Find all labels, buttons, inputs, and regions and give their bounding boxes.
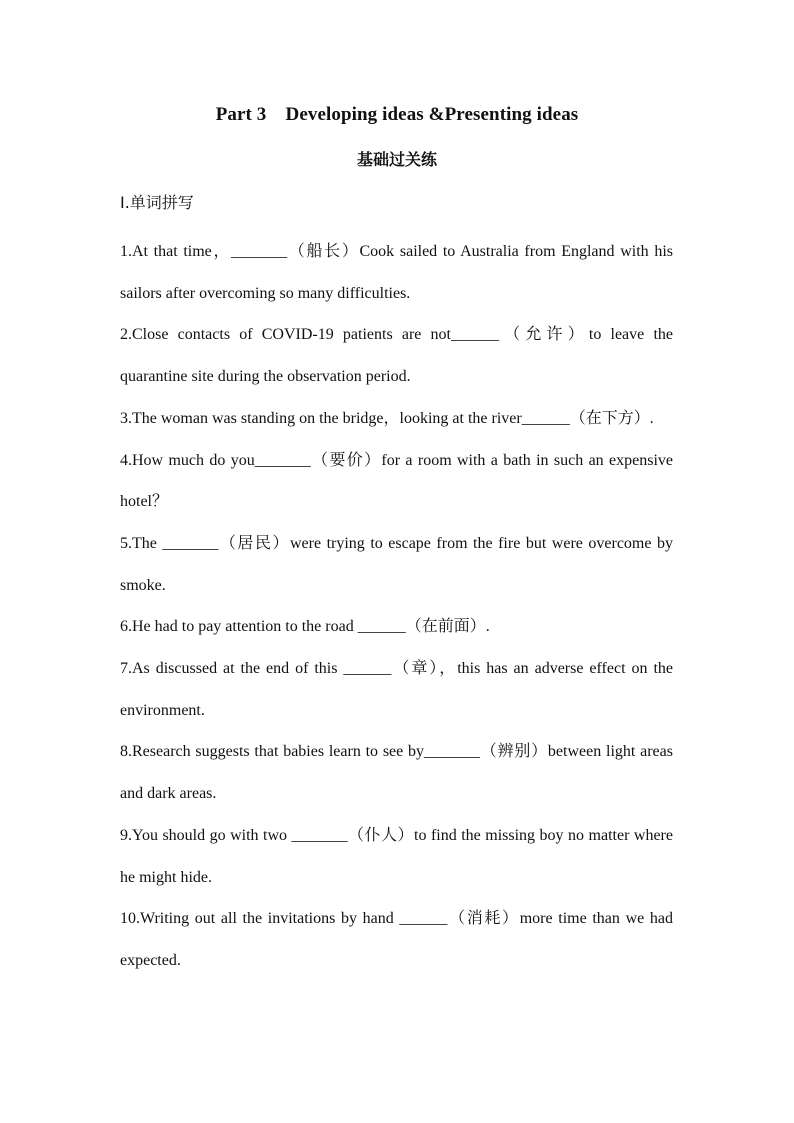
question-item <box>120 898 677 981</box>
question-text: 8.Research suggests that babies learn to see by_______（辨别）between light areas and dark areas. <box>120 743 677 803</box>
question-text: 10.Writing out all the invitations by hand ______（消耗）more time than we had expected. <box>120 910 677 969</box>
question-text: 7.As discussed at the end of this ______（章），this has an adverse effect on the environment. <box>120 660 677 719</box>
page-title: Part 3 Developing ideas &Presenting ideas <box>215 104 579 125</box>
question-item <box>120 231 677 314</box>
question-text: 1.At that time，_______（船长）Cook sailed to Australia from England with his sailors after overcoming so many difficulties. <box>120 243 677 302</box>
question-item <box>120 398 673 440</box>
page-subtitle: 基础过关练 <box>356 150 437 169</box>
question-item <box>120 648 677 731</box>
question-item <box>120 314 677 397</box>
section-heading: Ⅰ.单词拼写 <box>120 193 194 212</box>
question-item <box>120 815 677 898</box>
question-text: 2.Close contacts of COVID-19 patients are not______（允许）to leave the quarantine site during the observation period. <box>120 326 677 386</box>
question-item <box>120 606 673 648</box>
question-text: 9.You should go with two _______（仆人）to find the missing boy no matter where he might hide. <box>120 826 677 886</box>
question-text: 3.The woman was standing on the bridge，looking at the river______（在下方）. <box>120 409 654 427</box>
question-text: 4.How much do you_______（要价）for a room with a bath in such an expensive hotel？ <box>120 451 677 511</box>
question-list <box>120 231 677 982</box>
question-item <box>120 731 677 814</box>
question-item <box>120 440 677 523</box>
question-text: 5.The _______（居民）were trying to escape from the fire but were overcome by smoke. <box>120 534 677 594</box>
question-text: 6.He had to pay attention to the road ______（在前面）. <box>120 618 490 636</box>
question-item <box>120 523 677 606</box>
